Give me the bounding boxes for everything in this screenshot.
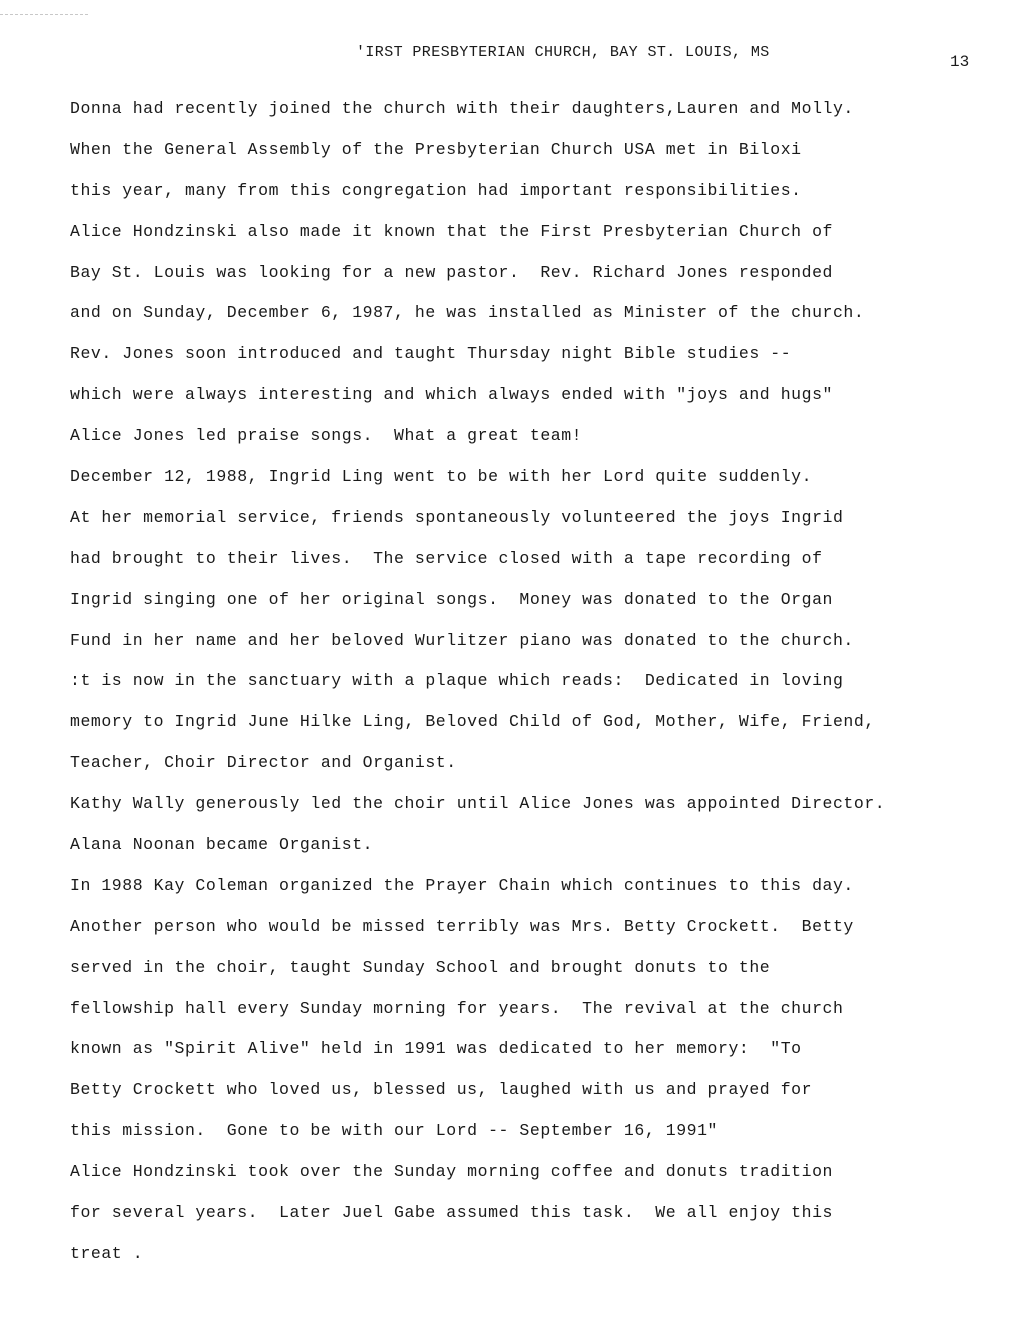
- text-line: treat .: [70, 1243, 144, 1263]
- text-line: which were always interesting and which always ended with "joys and hugs": [70, 385, 833, 405]
- text-line: this mission. Gone to be with our Lord -- September 16, 1991": [70, 1121, 718, 1141]
- text-line: Alice Hondzinski took over the Sunday morning coffee and donuts tradition: [70, 1162, 833, 1182]
- text-line: Donna had recently joined the church with their daughters,Lauren and Molly.: [70, 99, 854, 118]
- text-line: Alice Jones led praise songs. What a great team!: [70, 426, 583, 446]
- text-line: had brought to their lives. The service closed with a tape recording of: [70, 548, 823, 568]
- text-line: Ingrid singing one of her original songs. Money was donated to the Organ: [70, 589, 833, 609]
- text-line: Rev. Jones soon introduced and taught Thursday night Bible studies --: [70, 344, 792, 364]
- text-line: Bay St. Louis was looking for a new pastor. Rev. Richard Jones responded: [70, 262, 833, 282]
- text-line: When the General Assembly of the Presbyterian Church USA met in Biloxi: [70, 139, 802, 159]
- text-line: this year, many from this congregation had important responsibilities.: [70, 180, 802, 200]
- text-line: December 12, 1988, Ingrid Ling went to be with her Lord quite suddenly.: [70, 467, 813, 487]
- text-line: memory to Ingrid June Hilke Ling, Beloved Child of God, Mother, Wife, Friend,: [70, 712, 875, 732]
- text-line: At her memorial service, friends spontaneously volunteered the joys Ingrid: [70, 507, 844, 527]
- scan-artifact-line: [0, 14, 88, 15]
- body-text: [70, 94, 1010, 1280]
- text-line: :t is now in the sanctuary with a plaque which reads: Dedicated in loving: [70, 671, 844, 691]
- text-line: Kathy Wally generously led the choir until Alice Jones was appointed Director.: [70, 794, 886, 814]
- text-line: Teacher, Choir Director and Organist.: [70, 753, 457, 773]
- text-line: and on Sunday, December 6, 1987, he was installed as Minister of the church.: [70, 303, 865, 323]
- text-line: served in the choir, taught Sunday School and brought donuts to the: [70, 957, 771, 977]
- text-line: for several years. Later Juel Gabe assumed this task. We all enjoy this: [70, 1203, 833, 1223]
- text-line: Alice Hondzinski also made it known that the First Presbyterian Church of: [70, 221, 833, 241]
- text-line: Alana Noonan became Organist.: [70, 835, 374, 855]
- text-line: Fund in her name and her beloved Wurlitzer piano was donated to the church.: [70, 630, 854, 650]
- page-header: 'IRST PRESBYTERIAN CHURCH, BAY ST. LOUIS, MS: [356, 44, 770, 61]
- text-line: Another person who would be missed terribly was Mrs. Betty Crockett. Betty: [70, 916, 854, 936]
- text-line: known as "Spirit Alive" held in 1991 was dedicated to her memory: "To: [70, 1039, 802, 1059]
- text-line: In 1988 Kay Coleman organized the Prayer Chain which continues to this day.: [70, 875, 854, 895]
- text-line: fellowship hall every Sunday morning for years. The revival at the church: [70, 998, 844, 1018]
- page-number: 13: [950, 53, 970, 71]
- text-line: Betty Crockett who loved us, blessed us, laughed with us and prayed for: [70, 1080, 813, 1100]
